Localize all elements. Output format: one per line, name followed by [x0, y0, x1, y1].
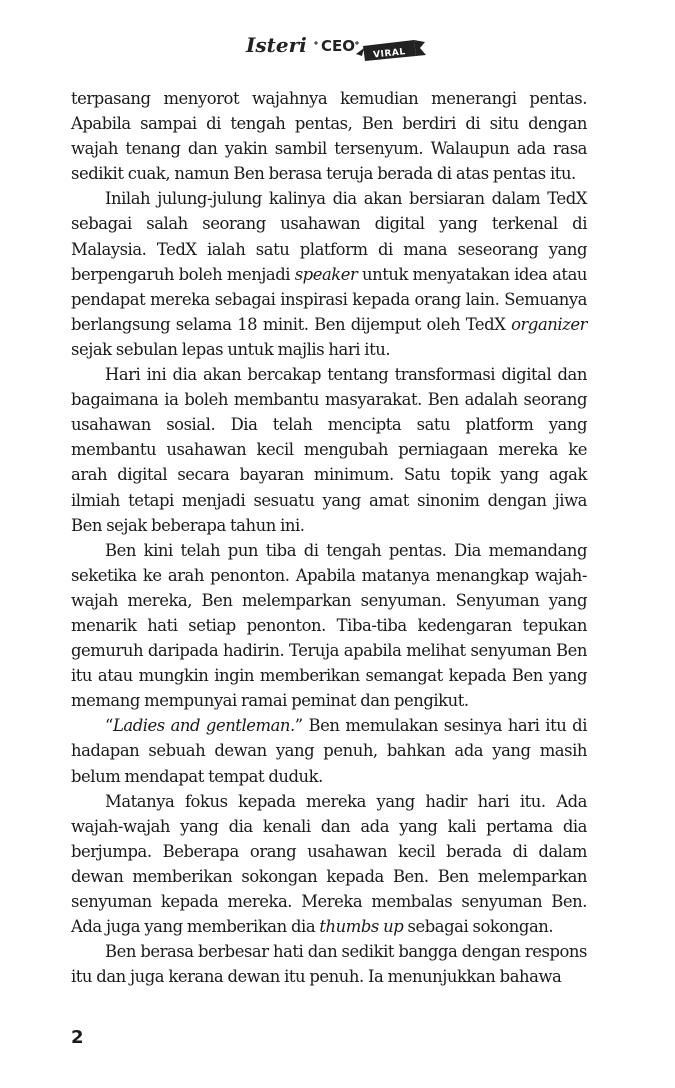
text-run: sebagai sokongan. — [403, 917, 554, 937]
sparkle-icon — [355, 41, 359, 45]
book-title-logo — [228, 30, 448, 70]
text-run: terpasang menyorot wajahnya kemudian menerangi pentas. Apabila sampai di tengah pentas, Ben berdiri di situ dengan wajah tenang dan yakin sambil tersenyum. Walaupun ada rasa sedikit cuak, namun Ben berasa teruja berada di atas pentas itu. — [71, 89, 587, 184]
text-run: Hari ini dia akan bercakap tentang transformasi digital dan bagaimana ia boleh membantu masyarakat. Ben adalah seorang usahawan sosial. Dia telah mencipta satu platform yang membantu usahawan kecil mengubah perniagaan mereka ke arah digital secara bayaran minimum. Satu topik yang agak ilmiah tetapi menjadi sesuatu yang amat sinonim dengan jiwa Ben sejak beberapa tahun ini. — [71, 365, 587, 535]
paragraph — [71, 362, 587, 538]
text-run: Ben kini telah pun tiba di tengah pentas. Dia memandang seketika ke arah penonton. Apabila matanya menangkap wajah-wajah mereka, Ben melemparkan senyuman. Senyuman yang menarik hati setiap penonton. Tiba-tiba kedengaran tepukan gemuruh daripada hadirin. Teruja apabila melihat senyuman Ben itu atau mungkin ingin memberikan semangat kepada Ben yang memang mempunyai ramai peminat dan pengikut. — [71, 540, 587, 711]
logo-word-isteri: Isteri — [245, 33, 307, 57]
paragraph — [71, 713, 587, 788]
body-text — [71, 86, 587, 989]
paragraph — [71, 186, 587, 362]
logo-word-viral: VIRAL — [372, 47, 406, 61]
italic-phrase: speaker — [294, 264, 358, 284]
text-run: ” Ben memulakan sesinya hari itu di hadapan sebuah dewan yang penuh, bahkan ada yang masih belum mendapat tempat duduk. — [71, 716, 588, 786]
text-run: Ben berasa berbesar hati dan sedikit bangga dengan respons itu dan juga kerana dewan itu penuh. Ia menunjukkan bahawa — [71, 942, 587, 987]
italic-phrase: thumbs up — [319, 917, 404, 937]
paragraph — [71, 538, 587, 714]
paragraph — [71, 939, 587, 989]
page-number: 2 — [71, 1027, 84, 1048]
text-run: untuk menyatakan idea atau pendapat mereka sebagai inspirasi kepada orang lain. Semuanya berlangsung selama 18 minit. Ben dijemput oleh TedX — [71, 264, 587, 334]
running-header — [0, 30, 675, 70]
text-run: “ — [105, 716, 113, 736]
logo-word-ceo: CEO — [320, 37, 355, 55]
text-run: Matanya fokus kepada mereka yang hadir hari itu. Ada wajah-wajah yang dia kenali dan ada yang kali pertama dia berjumpa. Beberapa orang usahawan kecil berada di dalam dewan memberikan sokongan kepada Ben. Ben melemparkan senyuman kepada mereka. Mereka membalas senyuman Ben. Ada juga yang memberikan dia — [71, 791, 587, 937]
italic-phrase: organizer — [511, 314, 587, 334]
paragraph — [71, 789, 587, 940]
text-run: sejak sebulan lepas untuk majlis hari itu. — [71, 339, 391, 359]
italic-phrase: Ladies and gentleman. — [112, 716, 295, 736]
paragraph — [71, 86, 587, 186]
text-run: Inilah julung-julung kalinya dia akan bersiaran dalam TedX sebagai salah seorang usahawan digital yang terkenal di Malaysia. TedX ialah satu platform di mana seseorang yang berpengaruh boleh menjadi — [71, 189, 587, 284]
sparkle-icon — [314, 41, 318, 45]
